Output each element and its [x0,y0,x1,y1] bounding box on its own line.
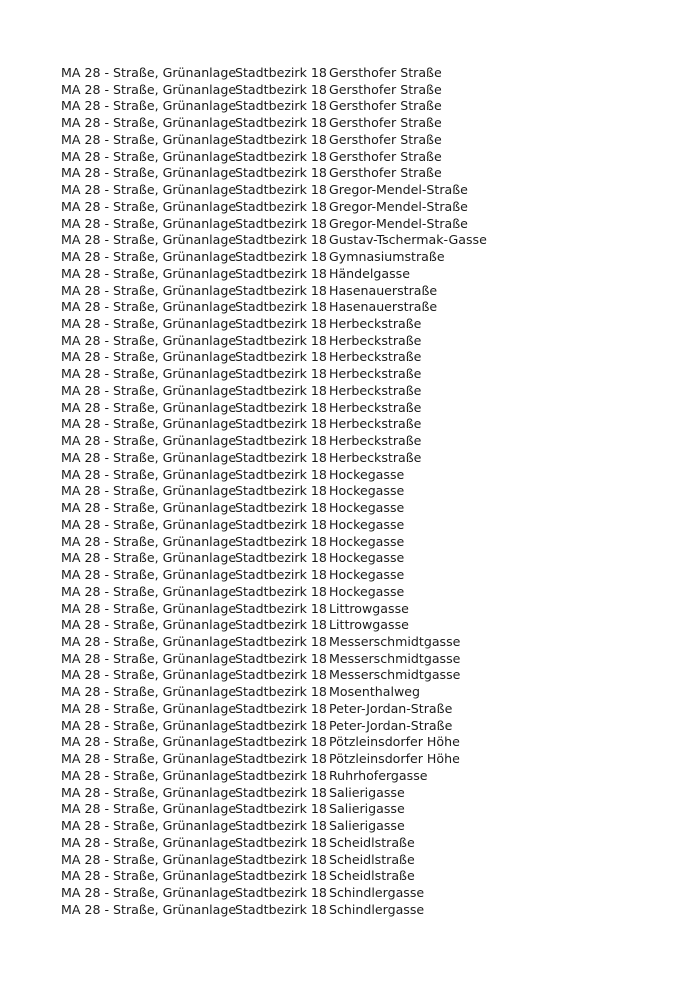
list-row [61,433,680,450]
street-cell: Herbeckstraße [329,416,422,432]
district-cell: Stadtbezirk 18 [235,533,327,549]
street-cell: Salierigasse [329,801,405,817]
list-row [61,199,680,216]
list-row [61,149,680,166]
street-cell: Messerschmidtgasse [329,650,461,666]
department-cell: MA 28 - Straße, Grünanlage [61,232,237,248]
street-cell: Hockegasse [329,567,405,583]
street-cell: Schindlergasse [329,884,425,900]
list-row [61,634,680,651]
street-cell: Gersthofer Straße [329,65,442,80]
street-cell: Herbeckstraße [329,349,422,365]
street-cell: Händelgasse [329,265,410,281]
street-cell: Peter-Jordan-Straße [329,700,453,716]
street-cell: Herbeckstraße [329,449,422,465]
street-cell: Scheidlstraße [329,851,415,867]
district-cell: Stadtbezirk 18 [235,901,327,917]
list-row [61,232,680,249]
list-row [61,601,680,618]
list-row [61,450,680,467]
department-cell: MA 28 - Straße, Grünanlage [61,282,237,298]
district-cell: Stadtbezirk 18 [235,433,327,449]
department-cell: MA 28 - Straße, Grünanlage [61,198,237,214]
list-row [61,617,680,634]
department-cell: MA 28 - Straße, Grünanlage [61,700,237,716]
district-cell: Stadtbezirk 18 [235,399,327,415]
list-row [61,718,680,735]
street-cell: Hockegasse [329,466,405,482]
district-cell: Stadtbezirk 18 [235,249,327,265]
department-cell: MA 28 - Straße, Grünanlage [61,633,237,649]
street-cell: Gregor-Mendel-Straße [329,215,468,231]
street-cell: Herbeckstraße [329,399,422,415]
street-cell: Gersthofer Straße [329,131,442,147]
list-row [61,115,680,132]
district-cell: Stadtbezirk 18 [235,98,327,114]
district-cell: Stadtbezirk 18 [235,131,327,147]
street-cell: Herbeckstraße [329,316,422,332]
district-cell: Stadtbezirk 18 [235,684,327,700]
street-cell: Hockegasse [329,500,405,516]
department-cell: MA 28 - Straße, Grünanlage [61,818,237,834]
department-cell: MA 28 - Straße, Grünanlage [61,617,237,633]
district-cell: Stadtbezirk 18 [235,583,327,599]
department-cell: MA 28 - Straße, Grünanlage [61,550,237,566]
street-cell: Hockegasse [329,550,405,566]
street-cell: Gustav-Tschermak-Gasse [329,232,487,248]
street-cell: Gersthofer Straße [329,98,442,114]
district-cell: Stadtbezirk 18 [235,500,327,516]
department-cell: MA 28 - Straße, Grünanlage [61,416,237,432]
department-cell: MA 28 - Straße, Grünanlage [61,399,237,415]
department-cell: MA 28 - Straße, Grünanlage [61,784,237,800]
street-cell: Herbeckstraße [329,332,422,348]
district-cell: Stadtbezirk 18 [235,332,327,348]
street-cell: Hockegasse [329,483,405,499]
department-cell: MA 28 - Straße, Grünanlage [61,299,237,315]
district-cell: Stadtbezirk 18 [235,416,327,432]
department-cell: MA 28 - Straße, Grünanlage [61,600,237,616]
department-cell: MA 28 - Straße, Grünanlage [61,249,237,265]
district-cell: Stadtbezirk 18 [235,734,327,750]
list-row [61,667,680,684]
list-row [61,885,680,902]
list-row [61,132,680,149]
street-cell: Scheidlstraße [329,868,415,884]
district-cell: Stadtbezirk 18 [235,633,327,649]
street-cell: Littrowgasse [329,617,409,633]
department-cell: MA 28 - Straße, Grünanlage [61,868,237,884]
department-cell: MA 28 - Straße, Grünanlage [61,500,237,516]
street-cell: Salierigasse [329,784,405,800]
street-cell: Salierigasse [329,818,405,834]
district-cell: Stadtbezirk 18 [235,550,327,566]
district-cell: Stadtbezirk 18 [235,81,327,97]
street-cell: Herbeckstraße [329,433,422,449]
list-row [61,785,680,802]
list-row [61,483,680,500]
district-cell: Stadtbezirk 18 [235,165,327,181]
department-cell: MA 28 - Straße, Grünanlage [61,449,237,465]
district-cell: Stadtbezirk 18 [235,366,327,382]
list-row [61,835,680,852]
department-cell: MA 28 - Straße, Grünanlage [61,466,237,482]
department-cell: MA 28 - Straße, Grünanlage [61,767,237,783]
list-row [61,316,680,333]
list-row [61,266,680,283]
list-row [61,768,680,785]
street-cell: Hockegasse [329,583,405,599]
department-cell: MA 28 - Straße, Grünanlage [61,717,237,733]
department-cell: MA 28 - Straße, Grünanlage [61,433,237,449]
list-row [61,216,680,233]
department-cell: MA 28 - Straße, Grünanlage [61,667,237,683]
list-row [61,416,680,433]
district-cell: Stadtbezirk 18 [235,466,327,482]
list-row [61,400,680,417]
district-cell: Stadtbezirk 18 [235,115,327,131]
department-cell: MA 28 - Straße, Grünanlage [61,650,237,666]
street-cell: Gersthofer Straße [329,148,442,164]
department-cell: MA 28 - Straße, Grünanlage [61,148,237,164]
department-cell: MA 28 - Straße, Grünanlage [61,182,237,198]
street-cell: Scheidlstraße [329,834,415,850]
street-cell: Messerschmidtgasse [329,667,461,683]
list-row [61,383,680,400]
district-cell: Stadtbezirk 18 [235,617,327,633]
district-cell: Stadtbezirk 18 [235,182,327,198]
district-cell: Stadtbezirk 18 [235,567,327,583]
district-cell: Stadtbezirk 18 [235,382,327,398]
street-cell: Schindlergasse [329,901,425,917]
department-cell: MA 28 - Straße, Grünanlage [61,81,237,97]
department-cell: MA 28 - Straße, Grünanlage [61,901,237,917]
list-row [61,65,680,82]
list-row [61,299,680,316]
street-cell: Pötzleinsdorfer Höhe [329,734,460,750]
street-cell: Gersthofer Straße [329,115,442,131]
list-row [61,584,680,601]
department-cell: MA 28 - Straße, Grünanlage [61,801,237,817]
list-row [61,500,680,517]
district-cell: Stadtbezirk 18 [235,265,327,281]
department-cell: MA 28 - Straße, Grünanlage [61,316,237,332]
department-cell: MA 28 - Straße, Grünanlage [61,349,237,365]
list-row [61,701,680,718]
street-cell: Mosenthalweg [329,684,421,700]
district-cell: Stadtbezirk 18 [235,784,327,800]
district-cell: Stadtbezirk 18 [235,650,327,666]
list-row [61,467,680,484]
department-cell: MA 28 - Straße, Grünanlage [61,533,237,549]
list-row [61,734,680,751]
district-cell: Stadtbezirk 18 [235,751,327,767]
department-cell: MA 28 - Straße, Grünanlage [61,115,237,131]
list-row [61,852,680,869]
district-cell: Stadtbezirk 18 [235,834,327,850]
list-row [61,349,680,366]
district-cell: Stadtbezirk 18 [235,667,327,683]
district-cell: Stadtbezirk 18 [235,801,327,817]
street-cell: Pötzleinsdorfer Höhe [329,751,460,767]
department-cell: MA 28 - Straße, Grünanlage [61,834,237,850]
district-cell: Stadtbezirk 18 [235,65,327,80]
list-row [61,517,680,534]
department-cell: MA 28 - Straße, Grünanlage [61,884,237,900]
document-page [61,65,680,918]
street-cell: Gregor-Mendel-Straße [329,198,468,214]
street-cell: Gersthofer Straße [329,81,442,97]
department-cell: MA 28 - Straße, Grünanlage [61,332,237,348]
department-cell: MA 28 - Straße, Grünanlage [61,483,237,499]
district-cell: Stadtbezirk 18 [235,818,327,834]
district-cell: Stadtbezirk 18 [235,349,327,365]
district-cell: Stadtbezirk 18 [235,282,327,298]
list-row [61,98,680,115]
list-row [61,684,680,701]
list-row [61,249,680,266]
department-cell: MA 28 - Straße, Grünanlage [61,98,237,114]
district-cell: Stadtbezirk 18 [235,868,327,884]
list-row [61,82,680,99]
district-cell: Stadtbezirk 18 [235,299,327,315]
street-cell: Herbeckstraße [329,366,422,382]
department-cell: MA 28 - Straße, Grünanlage [61,583,237,599]
department-cell: MA 28 - Straße, Grünanlage [61,65,237,80]
list-row [61,333,680,350]
district-cell: Stadtbezirk 18 [235,316,327,332]
street-cell: Hockegasse [329,516,405,532]
department-cell: MA 28 - Straße, Grünanlage [61,131,237,147]
district-cell: Stadtbezirk 18 [235,700,327,716]
district-cell: Stadtbezirk 18 [235,767,327,783]
street-cell: Gymnasiumstraße [329,249,445,265]
district-cell: Stadtbezirk 18 [235,516,327,532]
department-cell: MA 28 - Straße, Grünanlage [61,366,237,382]
street-cell: Messerschmidtgasse [329,633,461,649]
street-cell: Hasenauerstraße [329,282,438,298]
street-cell: Gersthofer Straße [329,165,442,181]
list-row [61,283,680,300]
list-row [61,550,680,567]
list-row [61,818,680,835]
department-cell: MA 28 - Straße, Grünanlage [61,382,237,398]
list-row [61,868,680,885]
list-row [61,651,680,668]
district-cell: Stadtbezirk 18 [235,148,327,164]
list-row [61,567,680,584]
district-cell: Stadtbezirk 18 [235,215,327,231]
street-cell: Gregor-Mendel-Straße [329,182,468,198]
district-cell: Stadtbezirk 18 [235,198,327,214]
district-cell: Stadtbezirk 18 [235,851,327,867]
department-cell: MA 28 - Straße, Grünanlage [61,851,237,867]
street-cell: Ruhrhofergasse [329,767,428,783]
list-row [61,165,680,182]
street-cell: Herbeckstraße [329,382,422,398]
department-cell: MA 28 - Straße, Grünanlage [61,734,237,750]
district-cell: Stadtbezirk 18 [235,232,327,248]
district-cell: Stadtbezirk 18 [235,483,327,499]
department-cell: MA 28 - Straße, Grünanlage [61,516,237,532]
street-cell: Hockegasse [329,533,405,549]
district-cell: Stadtbezirk 18 [235,449,327,465]
list-row [61,751,680,768]
district-cell: Stadtbezirk 18 [235,600,327,616]
department-cell: MA 28 - Straße, Grünanlage [61,567,237,583]
department-cell: MA 28 - Straße, Grünanlage [61,751,237,767]
department-cell: MA 28 - Straße, Grünanlage [61,265,237,281]
street-cell: Littrowgasse [329,600,409,616]
list-row [61,902,680,919]
department-cell: MA 28 - Straße, Grünanlage [61,684,237,700]
street-cell: Hasenauerstraße [329,299,438,315]
street-cell: Peter-Jordan-Straße [329,717,453,733]
district-cell: Stadtbezirk 18 [235,717,327,733]
list-row [61,801,680,818]
list-row [61,366,680,383]
list-row [61,182,680,199]
street-list [61,65,680,918]
department-cell: MA 28 - Straße, Grünanlage [61,215,237,231]
list-row [61,534,680,551]
department-cell: MA 28 - Straße, Grünanlage [61,165,237,181]
district-cell: Stadtbezirk 18 [235,884,327,900]
